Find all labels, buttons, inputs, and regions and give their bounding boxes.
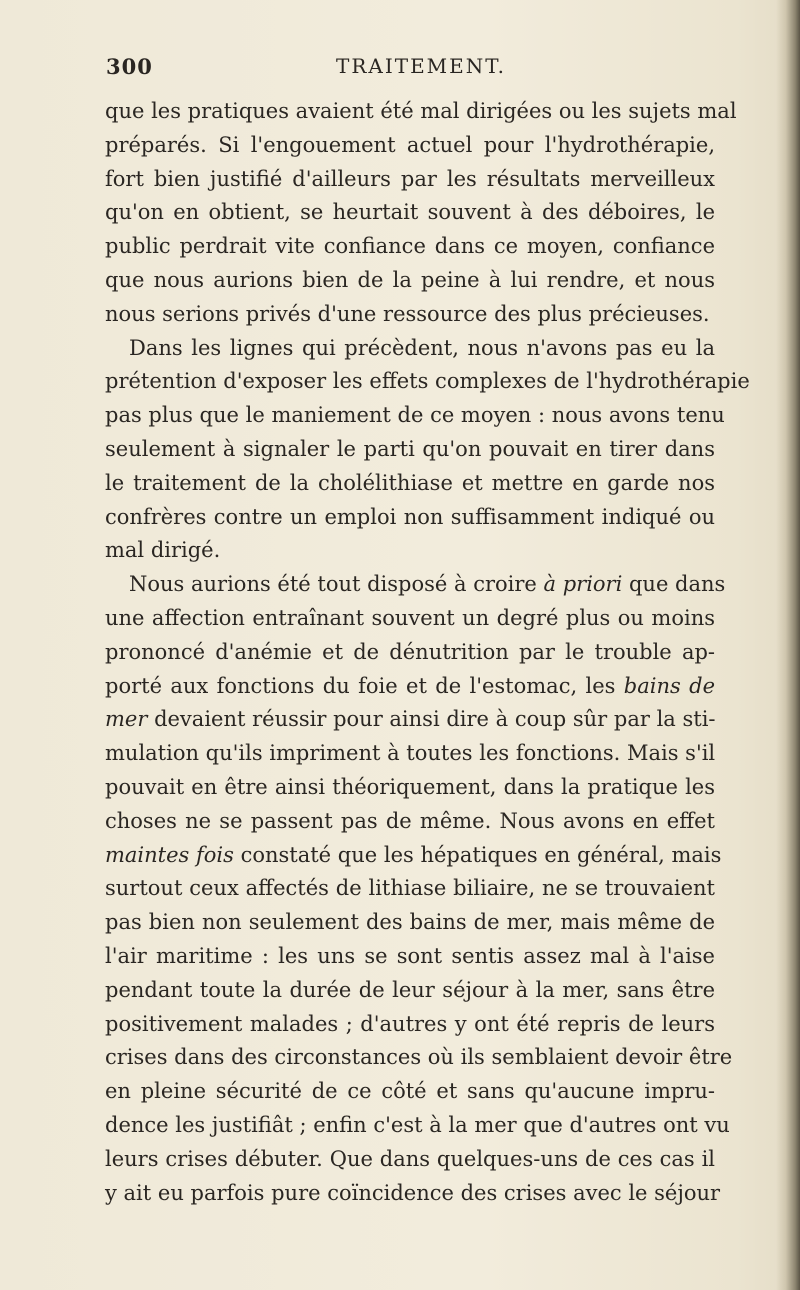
text-line: crises dans des circonstances où ils semblaient devoir être (105, 1045, 733, 1070)
text-line: prononcé d'anémie et de dénutrition par le trouble ap- (105, 639, 715, 664)
text-line: mer devaient réussir pour ainsi dire à coup sûr par la sti- (105, 707, 716, 732)
text-line: public perdrait vite confiance dans ce moyen, confiance (105, 234, 715, 259)
text-line: préparés. Si l'engouement actuel pour l'hydrothérapie, (105, 132, 715, 157)
text-line: une affection entraînant souvent un degré plus ou moins (105, 605, 715, 630)
text-line: pas plus que le maniement de ce moyen : nous avons tenu (105, 403, 725, 428)
text-line: maintes fois constaté que les hépatiques en général, mais (105, 842, 722, 867)
text-line: seulement à signaler le parti qu'on pouvait en tirer dans (105, 436, 715, 461)
text-line: que nous aurions bien de la peine à lui rendre, et nous (105, 267, 715, 292)
text-line: pendant toute la durée de leur séjour à la mer, sans être (105, 977, 715, 1002)
text-line: y ait eu parfois pure coïncidence des crises avec le séjour (105, 1180, 721, 1205)
text-line: que les pratiques avaient été mal dirigées ou les sujets mal (105, 99, 737, 123)
running-title: TRAITEMENT. (336, 54, 507, 78)
text-line: surtout ceux affectés de lithiase biliaire, ne se trouvaient (105, 876, 715, 901)
text-line: en pleine sécurité de ce côté et sans qu'aucune impru- (105, 1079, 715, 1104)
italic-phrase: à priori (543, 572, 623, 597)
page-number: 300 (106, 54, 153, 79)
body-text (105, 95, 750, 1210)
page-binding-edge (776, 0, 800, 1290)
text-line: confrères contre un emploi non suffisamment indiqué ou (105, 504, 715, 529)
text-line: nous serions privés d'une ressource des plus précieuses. (105, 301, 710, 326)
text-line: pas bien non seulement des bains de mer, mais même de (105, 910, 715, 935)
text-line: prétention d'exposer les effets complexes de l'hydrothérapie (105, 369, 750, 394)
text-line: pouvait en être ainsi théoriquement, dans la pratique les (105, 774, 715, 799)
text-line: leurs crises débuter. Que dans quelques-uns de ces cas il (105, 1146, 715, 1171)
text-line: fort bien justifié d'ailleurs par les résultats merveilleux (105, 166, 715, 191)
text-line: positivement malades ; d'autres y ont été repris de leurs (105, 1011, 715, 1036)
text-line: porté aux fonctions du foie et de l'estomac, les bains de (105, 673, 715, 698)
italic-phrase: maintes fois (105, 842, 234, 867)
text-line: choses ne se passent pas de même. Nous avons en effet (105, 808, 715, 833)
text-line: mulation qu'ils impriment à toutes les fonctions. Mais s'il (105, 741, 716, 766)
text-line: qu'on en obtient, se heurtait souvent à des déboires, le (105, 200, 715, 225)
running-head (106, 54, 706, 84)
italic-phrase: mer (105, 707, 148, 732)
text-line: mal dirigé. (105, 538, 221, 563)
text-line: dence les justifiât ; enfin c'est à la mer que d'autres ont vu (105, 1112, 730, 1137)
italic-phrase: bains de (623, 673, 715, 698)
text-line: le traitement de la cholélithiase et mettre en garde nos (105, 470, 715, 495)
text-line: Dans les lignes qui précèdent, nous n'avons pas eu la (129, 335, 715, 360)
text-line: l'air maritime : les uns se sont sentis assez mal à l'aise (105, 943, 715, 968)
text-line: Nous aurions été tout disposé à croire à priori que dans (129, 572, 726, 597)
